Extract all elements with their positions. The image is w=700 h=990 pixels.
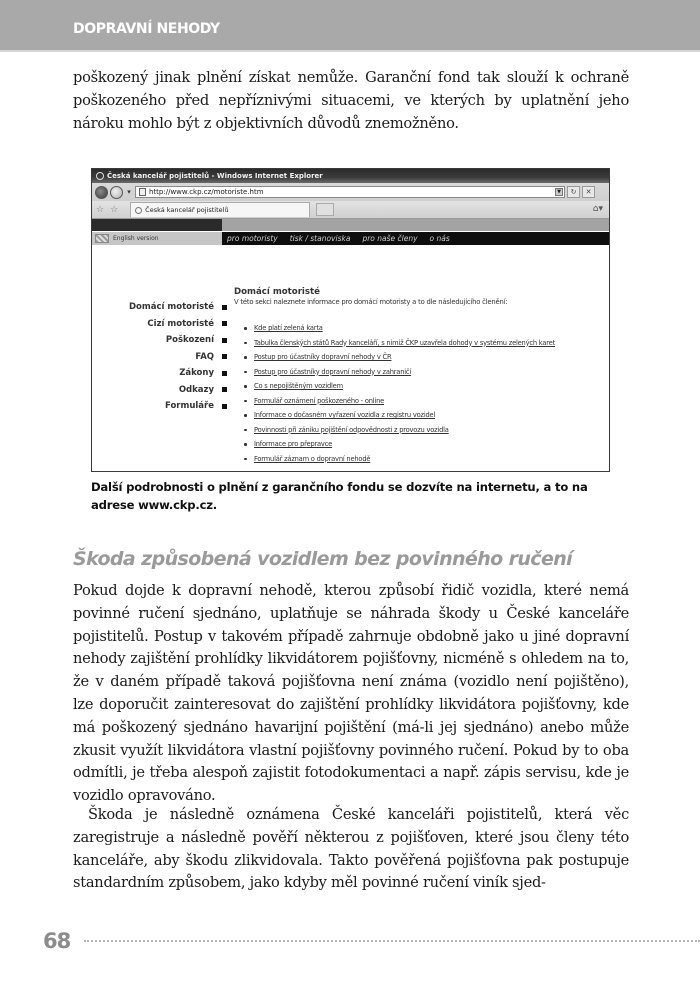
address-input[interactable]: [135, 186, 565, 198]
page-footer: [43, 926, 700, 956]
address-url: http://www.ckp.cz/motoriste.htm: [149, 188, 264, 196]
browser-screenshot-figure: [91, 168, 610, 472]
list-item[interactable]: Postup pro účastníky dopravní nehody v zahraničí: [254, 365, 610, 380]
site-top-strip: [92, 219, 609, 231]
square-bullet-icon: [222, 387, 227, 392]
running-header-band: [0, 0, 700, 52]
site-left-nav: [92, 299, 227, 415]
refresh-icon[interactable]: ↻: [567, 186, 580, 198]
section-paragraph-2: Škoda je následně oznámena České kanceláři pojistitelů, která věc zaregistruje a následně pověří některou z pojišťoven, které jsou členy této kanceláře, aby škodu zlikvidovala. Takto pověřená pojišťovna pak postupuje standardním způsobem, jako kdyby měl povinné ručení viník sjed-: [73, 806, 629, 892]
square-bullet-icon: [222, 354, 227, 359]
left-nav-item[interactable]: FAQ: [92, 349, 227, 366]
figure-caption: Další podrobnosti o plnění z garančního fondu se dozvíte na internetu, a to na adrese www.ckp.cz.: [91, 480, 588, 512]
browser-title-bar: [92, 169, 609, 183]
stop-icon[interactable]: ✕: [582, 186, 595, 198]
browser-window-title: Česká kancelář pojistitelů - Windows Internet Explorer: [107, 172, 323, 180]
english-version-link[interactable]: English version: [92, 232, 222, 245]
favorites-tab-row: [92, 201, 609, 219]
add-favorites-icon[interactable]: ☆: [110, 204, 119, 215]
list-item[interactable]: Postup pro účastníky dopravní nehody v ČR: [254, 350, 610, 365]
left-nav-item[interactable]: Cizí motoristé: [92, 316, 227, 333]
list-item[interactable]: Informace pro přepravce: [254, 437, 610, 452]
address-dropdown-icon[interactable]: ▼: [555, 188, 563, 196]
list-item[interactable]: Co s nepojištěným vozidlem: [254, 379, 610, 394]
uk-flag-icon: [95, 234, 109, 243]
list-item[interactable]: Povinnosti při zániku pojištění odpovědnosti z provozu vozidla: [254, 423, 610, 438]
nav-pro-motoristy[interactable]: pro motoristy: [227, 234, 278, 243]
square-bullet-icon: [222, 371, 227, 376]
favorites-star-icon[interactable]: ☆: [96, 204, 105, 215]
history-dropdown-icon[interactable]: ▾: [127, 188, 131, 196]
site-content: [234, 287, 610, 466]
running-header-title: DOPRAVNÍ NEHODY: [73, 21, 220, 37]
site-top-nav: [222, 232, 609, 245]
left-nav-item[interactable]: Odkazy: [92, 382, 227, 399]
left-nav-item[interactable]: Zákony: [92, 365, 227, 382]
square-bullet-icon: [222, 321, 227, 326]
nav-pro-nase-cleny[interactable]: pro naše členy: [362, 234, 418, 243]
dotted-rule: [84, 940, 700, 942]
content-intro: V této sekci naleznete informace pro domácí motoristy a to dle následujícího členění:: [234, 298, 508, 306]
browser-tab-label: Česká kancelář pojistitelů: [145, 206, 229, 214]
browser-tab[interactable]: [130, 202, 310, 217]
list-item[interactable]: Informace o dočasném vyřazení vozidla z registru vozidel: [254, 408, 610, 423]
back-arrow-icon[interactable]: [95, 186, 108, 199]
left-nav-item[interactable]: Domácí motoristé: [92, 299, 227, 316]
ie-logo-icon: [96, 172, 104, 180]
site-favicon-icon: [135, 207, 142, 214]
nav-o-nas[interactable]: o nás: [429, 234, 450, 243]
site-body: [92, 245, 609, 472]
address-bar-row: [92, 183, 609, 201]
left-nav-item[interactable]: Poškození: [92, 332, 227, 349]
square-bullet-icon: [222, 305, 227, 310]
square-bullet-icon: [222, 404, 227, 409]
left-nav-item[interactable]: Formuláře: [92, 398, 227, 415]
new-tab-button[interactable]: [316, 203, 334, 216]
home-icon[interactable]: ⌂▾: [592, 204, 603, 214]
section-paragraph-1: Pokud dojde k dopravní nehodě, kterou způsobí řidič vozidla, které nemá povinné ručení sjednáno, uplatňuje se náhrada škody u České kanceláře pojistitelů. Postup v takovém případě zahrnuje obdobně jako u jiné dopravní nehody zajištění prohlídky likvidátorem pojišťovny, nicméně s ohledem na to, že v daném případě taková pojišťovna není známa (vozidlo není pojištěno), lze doporučit zainteresovat do zajištění prohlídky likvidátora pojišťovny, kde má poškozený sjednáno havarijní pojištění (má-li jej sjednáno) anebo může zkusit využít likvidátora vlastní pojišťovny povinného ručení. Pokud by to oba odmítli, je třeba alespoň zajistit fotodokumentaci a např. zápis servisu, kde je vozidlo opravováno.: [73, 582, 629, 805]
forward-arrow-icon[interactable]: [110, 186, 123, 199]
list-item[interactable]: Formulář oznámení poškozeného - online: [254, 394, 610, 409]
list-item[interactable]: Tabulka členských států Rady kanceláří, s nimiž ČKP uzavřela dohody v systému zelených karet: [254, 336, 610, 351]
nav-tisk-stanoviska[interactable]: tisk / stanoviska: [289, 234, 351, 243]
intro-paragraph: poškozený jinak plnění získat nemůže. Garanční fond tak slouží k ochraně poškozeného před nepříznivými situacemi, ve kterých by uplatnění jeho nároku mohlo být z objektivních důvodů znemožněno.: [73, 69, 629, 132]
list-item[interactable]: Kde platí zelená karta: [254, 321, 610, 336]
site-menu-bar: [92, 232, 609, 245]
square-bullet-icon: [222, 338, 227, 343]
page-number: 68: [43, 929, 71, 953]
content-heading: Domácí motoristé: [234, 287, 320, 297]
content-link-list: [234, 321, 610, 466]
section-heading: Škoda způsobená vozidlem bez povinného ručení: [73, 548, 573, 570]
list-item[interactable]: Formulář záznam o dopravní nehodě: [254, 452, 610, 467]
page-icon: [139, 188, 146, 196]
